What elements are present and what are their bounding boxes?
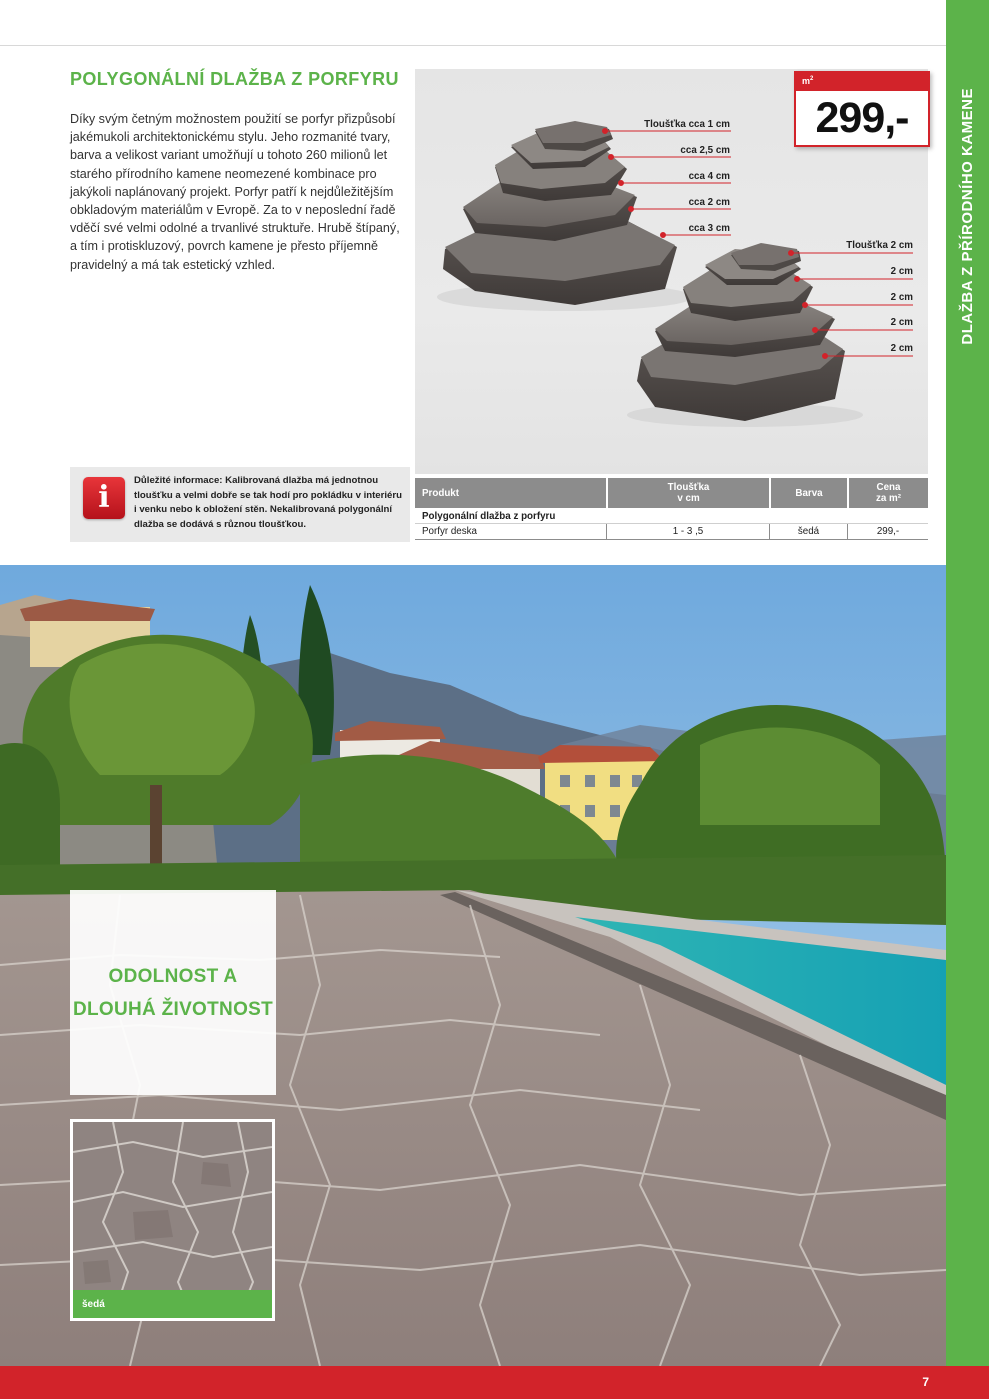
table-group-heading: Polygonální dlažba z porfyru <box>415 508 928 524</box>
top-rule <box>0 45 946 46</box>
stack-2-label-1: Tloušťka 2 cm <box>846 240 913 251</box>
header-product: Produkt <box>422 487 460 499</box>
product-table <box>415 478 928 540</box>
stack-1-label-4: cca 2 cm <box>688 197 730 208</box>
callout-box <box>70 890 276 1095</box>
side-title <box>946 0 989 345</box>
page-number: 7 <box>922 1375 929 1389</box>
info-icon: i <box>83 477 125 519</box>
price-value: 299,- <box>815 94 909 142</box>
info-box <box>70 467 410 542</box>
table-row <box>415 524 928 540</box>
cell-price: 299,- <box>847 524 928 540</box>
swatch-texture <box>73 1122 272 1318</box>
stack-2-label-5: 2 cm <box>890 343 913 354</box>
side-title-text: DLAŽBA Z PŘÍRODNÍHO KAMENE <box>959 88 976 345</box>
stack-2-label-3: 2 cm <box>890 292 913 303</box>
stone-stack-1 <box>437 121 693 311</box>
header-price: Cena za m² <box>847 478 928 508</box>
cell-product: Porfyr deska <box>422 526 477 537</box>
side-band <box>946 0 989 1366</box>
bottom-bar <box>0 1366 989 1399</box>
cell-color: šedá <box>769 524 847 540</box>
price-unit: $m^2$ <box>796 73 928 91</box>
price-tag <box>794 71 930 147</box>
swatch-label: šedá <box>73 1290 272 1318</box>
stack-2-label-2: 2 cm <box>890 266 913 277</box>
callout-text: ODOLNOST A DLOUHÁ ŽIVOTNOST <box>72 965 274 1020</box>
cell-thickness: 1 - 3 ,5 <box>606 524 769 540</box>
description-text: Díky svým četným možnostem použití se porfyr přizpůsobí jakémukoli architektonickému stylu. Jeho rozmanité tvary, barva a velikost variant umožňují u tohoto 260 milionů let starého přírodního kamene neomezené kombinace pro jakýkoli naplánovaný projekt. Porfyr patří k nejdůležitějším obkladovým materiálům v Evropě. Za to v neposlední řadě vděčí své velmi odolné a trvanlivé struktuře. Hrubě štípaný, a tím i protiskluzový, povrch kamene je přesto příjemně pravidelný a má tak estetický vzhled. <box>70 112 400 272</box>
page-title: POLYGONÁLNÍ DLAŽBA Z PORFYRU <box>70 69 399 89</box>
header-thickness: Tloušťka v cm <box>606 478 769 508</box>
table-header <box>415 478 928 508</box>
header-color: Barva <box>769 478 847 508</box>
stack-1-label-2: cca 2,5 cm <box>680 145 730 156</box>
stack-1-label-5: cca 3 cm <box>688 223 730 234</box>
stack-1-label-3: cca 4 cm <box>688 171 730 182</box>
stack-1-label-1: Tloušťka cca 1 cm <box>644 119 730 130</box>
info-text: Důležité informace: Kalibrovaná dlažba má jednotnou tloušťku a velmi dobře se tak hodí pro pokládku v interiéru i venku nebo k obložení stěn. Nekalibrovaná polygonální dlažba se dodává s různou tloušťkou. <box>134 475 402 530</box>
color-swatch <box>70 1119 275 1321</box>
stack-2-label-4: 2 cm <box>890 317 913 328</box>
